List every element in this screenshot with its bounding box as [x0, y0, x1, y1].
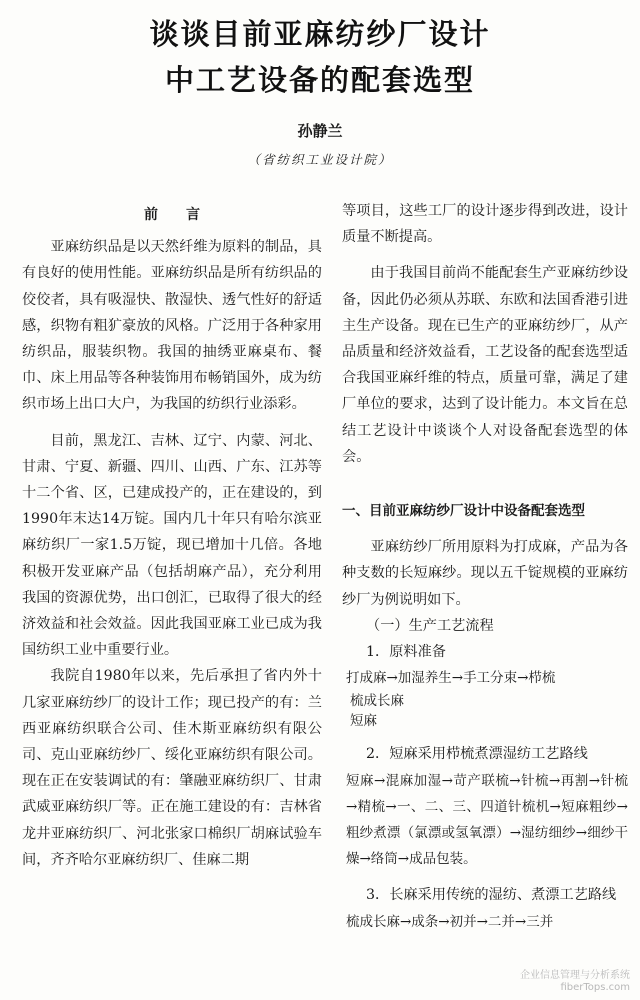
- paragraph: 亚麻纺纱厂所用原料为打成麻，产品为各种支数的长短麻纱。现以五千锭规模的亚麻纺纱厂为例说明如下。: [342, 539, 628, 608]
- section-heading: 一、目前亚麻纺纱厂设计中设备配套选型: [342, 503, 585, 520]
- preface-heading: 前 言: [144, 207, 200, 223]
- process-flow: 梳成长麻→成条→初并→二并→三并: [346, 913, 554, 930]
- right-column: [342, 198, 628, 935]
- list-item: 2．短麻采用栉梳煮漂湿纺工艺路线: [366, 746, 588, 763]
- watermark: 企业信息管理与分析系统 fiberTops.com: [520, 970, 630, 993]
- subsection-heading: （一）生产工艺流程: [366, 617, 494, 634]
- paragraph: 由于我国目前尚不能配套生产亚麻纺纱设备，因此仍必须从苏联、东欧和法国香港引进主生产设备。现在已生产的亚麻纺纱厂，从产品质量和经济效益看，工艺设备的配套选型适合我国亚麻纤维的特点，质量可靠，满足了建厂单位的要求，达到了设计能力。本文旨在总结工艺设计中谈谈个人对设备配套选型的体会。: [342, 265, 628, 465]
- list-item: 1．原料准备: [366, 644, 446, 661]
- affiliation: （省纺织工业设计院）: [247, 152, 393, 167]
- paragraph: 亚麻纺织品是以天然纤维为原料的制品，具有良好的使用性能。亚麻纺织品是所有纺织品的佼佼者，具有吸湿快、散湿快、透气性好的舒适感，织物有粗犷豪放的风格。广泛用于各种家用纺织品，服装织物。我国的抽绣亚麻桌布、餐巾、床上用品等各种装饰用布畅销国外，成为纺织市场上出口大户，为我国的纺织行业添彩。: [22, 239, 322, 413]
- paragraph: 我院自1980年以来，先后承担了省内外十几家亚麻纺纱厂的设计工作；现已投产的有：兰西亚麻纺织联合公司、佳木斯亚麻纺织有限公司、克山亚麻纺纱厂、绥化亚麻纺织有限公司。现在正在安装调试的有：肇融亚麻纺织厂、甘肃武威亚麻纺织厂等。正在施工建设的有：吉林省龙井亚麻纺织厂、河北张家口棉织厂胡麻试验车间，齐齐哈尔亚麻纺织厂、佳麻二期: [22, 668, 322, 868]
- page-title-line2: 中工艺设备的配套选型: [164, 63, 475, 97]
- brace-item: 短麻: [350, 713, 377, 730]
- paragraph: 目前，黑龙江、吉林、辽宁、内蒙、河北、甘肃、宁夏、新疆、四川、山西、广东、江苏等十二个省、区，已建成投产的，正在建设的，到1990年末达14万锭。国内几十年只有哈尔滨亚麻纺织厂一家1.5万锭，现已增加十几倍。各地积极开发亚麻产品（包括胡麻产品），充分利用我国的资源优势，出口创汇，已取得了很大的经济效益和社会效益。因此我国亚麻工业已成为我国纺织工业中重要行业。: [22, 432, 322, 659]
- paragraph: 等项目，这些工厂的设计逐步得到改进，设计质量不断提高。: [342, 203, 628, 246]
- left-column: [22, 198, 322, 873]
- process-flow: 打成麻→加湿养生→手工分束→栉梳: [346, 670, 556, 687]
- page-title-line1: 谈谈目前亚麻纺纱厂设计: [149, 17, 491, 51]
- brace-item: 梳成长麻: [350, 693, 404, 710]
- list-item: 3．长麻采用传统的湿纺、煮漂工艺路线: [366, 887, 617, 904]
- author: 孙静兰: [297, 122, 343, 140]
- process-flow: 短麻→混麻加湿→苛产联梳→针梳→再割→针梳→精梳→一、二、三、四道针梳机→短麻粗纱→粗纱煮漂（氯漂或氢氧漂）→湿纺细纱→细纱干燥→络筒→成品包装。: [346, 772, 628, 868]
